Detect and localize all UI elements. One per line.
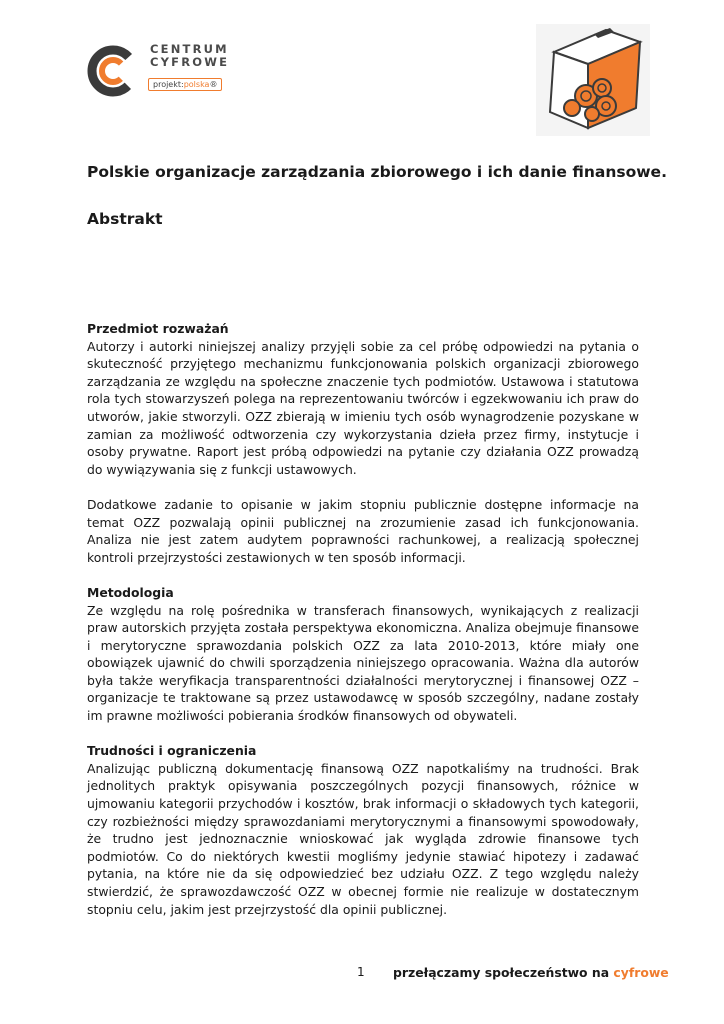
section-heading: Trudności i ograniczenia [87,743,257,759]
section-heading: Metodologia [87,584,174,600]
projekt-polska-badge [148,78,222,91]
centrum-cyfrowe-logo-mark [86,44,140,98]
section-paragraph: Autorzy i autorki niniejszej analizy przyjęli sobie za cel próbę odpowiedzi na pytania o skuteczność przyjętego mechanizmu funkcjonowania polskich organizacji zbiorowego zarządzania ze względu na społeczne znaczenie tych podmiotów. Ustawowa i statutowa rola tych stowarzyszeń polega na reprezentowaniu twórców i egzekwowaniu ich praw do utworów, jakie stworzyli. OZZ zbierają w imieniu tych osób wynagrodzenie pozyskane w zamian za możliwość odtworzenia czy wykorzystania dzieła przez firmy, instytucje i osoby prywatne. Raport jest próbą odpowiedzi na pytanie czy działania OZZ prowadzą do wywiązywania się z funkcji ustawowych. [87,338,639,477]
document-subtitle: Abstrakt [87,210,163,228]
ballot-box-illustration [536,24,650,136]
footer-slogan-text: przełączamy społeczeństwo na [393,965,610,980]
section-paragraph: Dodatkowe zadanie to opisanie w jakim stopniu publicznie dostępne informacje na temat OZZ pozwalają opinii publicznej na zrozumienie zasad ich funkcjonowania. Analiza nie jest zatem audytem poprawności rachunkowej, a realizacją społecznej kontroli przejrzystości zestawionych w ten sposób informacji. [87,496,639,565]
badge-accent: polska [183,80,210,89]
badge-prefix: projekt: [153,80,184,89]
page-number: 1 [357,965,365,979]
footer-slogan [393,965,669,980]
logo-line-1: CENTRUM [150,42,229,56]
footer-slogan-accent: cyfrowe [613,965,669,980]
document-title: Polskie organizacje zarządzania zbiorowego i ich danie finansowe. [87,163,667,181]
section-paragraph: Analizując publiczną dokumentację finansową OZZ napotkaliśmy na trudności. Brak jednolitych praktyk opisywania poszczególnych pozycji finansowych, różnice w ujmowaniu kategorii przychodów i kosztów, brak informacji o składowych tych kategorii, czy rozbieżności między sprawozdaniami merytorycznymi a finansowymi spowodowały, że trudno jest jednoznacznie wnioskować jak wygląda zdrowie finansowe tych podmiotów. Co do niektórych kwestii mogliśmy jedynie stawiać hipotezy i zadawać pytania, na które nie da się odpowiedzieć bez udziału OZZ. Z tego względu należy stwierdzić, że sprawozdawczość OZZ w obecnej formie nie realizuje w dostatecznym stopniu celu, jakim jest przejrzystość dla opinii publicznej. [87,760,639,917]
badge-suffix: ® [209,80,218,89]
centrum-cyfrowe-logo [86,40,246,100]
document-body [87,320,639,936]
logo-line-2: CYFROWE [150,55,230,69]
section-paragraph: Ze względu na rolę pośrednika w transferach finansowych, wynikających z realizacji praw autorskich przyjęta została perspektywa ekonomiczna. Analiza obejmuje finansowe i merytoryczne sprawozdania polskich OZZ za lata 2010-2013, które miały one obowiązek ujawnić do chwili sporządzenia niniejszego opracowania. Ważna dla autorów była także weryfikacja transparentności działalności merytorycznej i finansowej OZZ – organizacje te traktowane są przez ustawodawcę w sposób szczególny, nadane zostały im prawne możliwości pobierania środków finansowych od obywateli. [87,602,639,724]
section-heading: Przedmiot rozważań [87,321,229,336]
